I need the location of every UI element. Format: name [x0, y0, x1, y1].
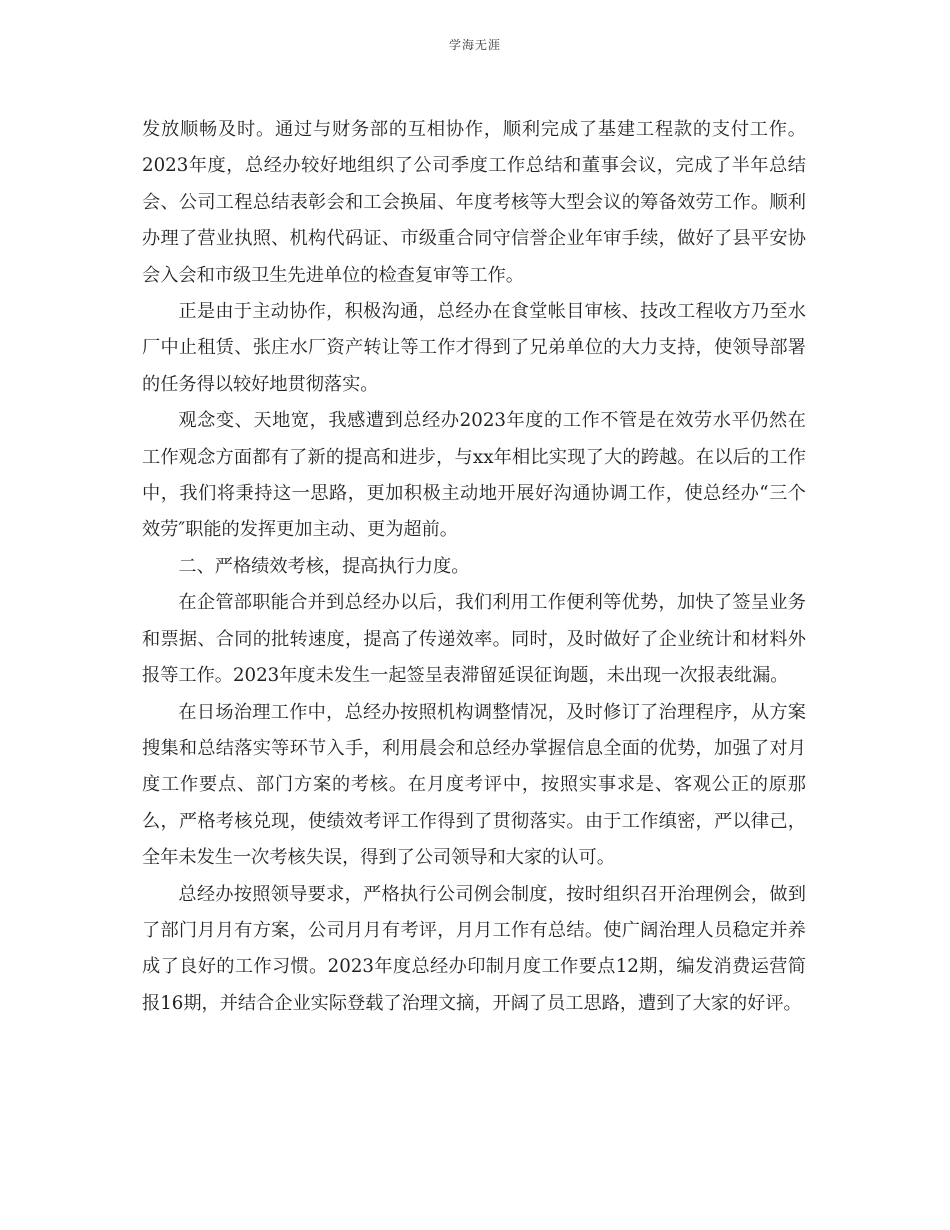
document-body: [142, 112, 806, 1022]
paragraph-3: 观念变、天地宽，我感遭到总经办2023年度的工作不管是在效劳水平仍然在工作观念方面都有了新的提高和进步，与xx年相比实现了大的跨越。在以后的工作中，我们将秉持这一思路，更加积极主动地开展好沟通协调工作，使总经办“三个效劳″职能的发挥更加主动、更为超前。: [142, 410, 806, 541]
paragraph-6: 总经办按照领导要求，严格执行公司例会制度，按时组织召开治理例会，做到了部门月月有方案，公司月月有考评，月月工作有总结。使广阔治理人员稳定并养成了良好的工作习惯。2023年度总经办印制月度工作要点12期，编发消费运营简报16期，并结合企业实际登载了治理文摘，开阔了员工思路，遭到了大家的好评。: [142, 883, 806, 1014]
paragraph-5: 在日场治理工作中，总经办按照机构调整情况，及时修订了治理程序，从方案搜集和总结落实等环节入手，利用晨会和总经办掌握信息全面的优势，加强了对月度工作要点、部门方案的考核。在月度考评中，按照实事求是、客观公正的原那么，严格考核兑现，使绩效考评工作得到了贯彻落实。由于工作缜密，严以律己，全年未发生一次考核失误，得到了公司领导和大家的认可。: [142, 701, 806, 869]
section-heading-2: 二、严格绩效考核，提高执行力度。: [178, 555, 470, 577]
page-header: 学海无涯: [448, 38, 501, 52]
paragraph-1: 发放顺畅及时。通过与财务部的互相协作，顺利完成了基建工程款的支付工作。2023年度，总经办较好地组织了公司季度工作总结和董事会议，完成了半年总结会、公司工程总结表彰会和工会换届、年度考核等大型会议的筹备效劳工作。顺利办理了营业执照、机构代码证、市级重合同守信誉企业年审手续，做好了县平安协会入会和市级卫生先进单位的检查复审等工作。: [142, 119, 806, 286]
paragraph-4: 在企管部职能合并到总经办以后，我们利用工作便利等优势，加快了签呈业务和票据、合同的批转速度，提高了传递效率。同时，及时做好了企业统计和材料外报等工作。2023年度未发生一起签呈表滞留延误征询题，未出现一次报表纰漏。: [142, 592, 806, 687]
paragraph-2: 正是由于主动协作，积极沟通，总经办在食堂帐目审核、技改工程收方乃至水厂中止租赁、张庄水厂资产转让等工作才得到了兄弟单位的大力支持，使领导部署的任务得以较好地贯彻落实。: [142, 301, 806, 395]
